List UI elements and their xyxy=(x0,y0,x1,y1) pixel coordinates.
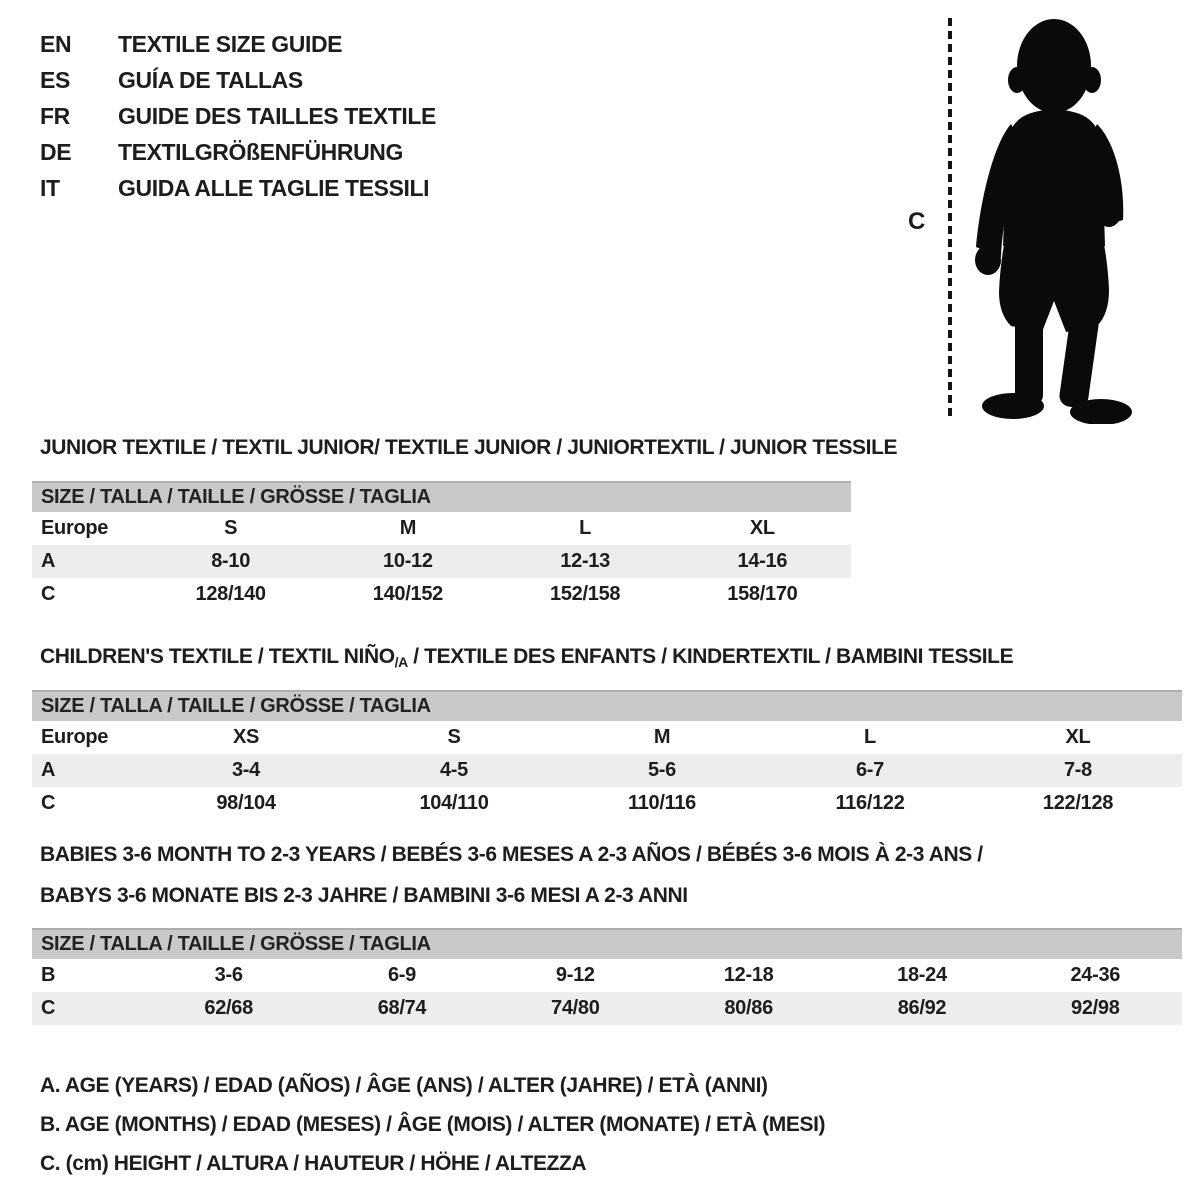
table-row-months xyxy=(32,959,1182,992)
children-title-sub: /A xyxy=(394,654,408,670)
size-cell: L xyxy=(579,517,592,539)
value-cell: 10-12 xyxy=(383,550,433,572)
children-size-table xyxy=(32,690,1182,820)
legend-age-years: A. AGE (YEARS) / EDAD (AÑOS) / ÂGE (ANS) / ALTER (JAHRE) / ETÀ (ANNI) xyxy=(40,1073,768,1097)
row-label: C xyxy=(41,583,56,605)
children-title-prefix: CHILDREN'S TEXTILE / TEXTIL NIÑO xyxy=(40,645,395,668)
row-label: A xyxy=(41,550,56,572)
size-cell: M xyxy=(399,517,417,539)
value-cell: 74/80 xyxy=(551,997,600,1019)
language-row-es xyxy=(40,62,436,98)
height-measure-dashed-line xyxy=(948,18,952,416)
value-cell: 128/140 xyxy=(195,583,266,605)
table-row-europe xyxy=(32,721,1182,754)
language-row-it xyxy=(40,170,436,206)
value-cell: 3-6 xyxy=(214,964,243,986)
language-title: TEXTILE SIZE GUIDE xyxy=(118,30,343,57)
value-cell: 104/110 xyxy=(419,792,489,814)
row-label: A xyxy=(41,759,56,781)
children-section-title xyxy=(40,645,1013,670)
value-cell: 24-36 xyxy=(1070,964,1121,986)
language-title: GUIDE DES TAILLES TEXTILE xyxy=(118,102,436,129)
value-cell: 158/170 xyxy=(727,583,798,605)
value-cell: 6-9 xyxy=(387,964,416,986)
row-label: C xyxy=(41,792,56,814)
size-cell: S xyxy=(224,517,238,539)
value-cell: 8-10 xyxy=(211,550,251,572)
size-cell: L xyxy=(864,726,876,748)
value-cell: 5-6 xyxy=(647,759,676,781)
value-cell: 7-8 xyxy=(1063,759,1092,781)
size-header-band: SIZE / TALLA / TAILLE / GRÖSSE / TAGLIA xyxy=(32,928,1182,959)
language-code: EN xyxy=(40,30,72,57)
table-row-europe xyxy=(32,512,851,545)
value-cell: 110/116 xyxy=(628,792,696,814)
value-cell: 68/74 xyxy=(377,997,427,1019)
language-title: GUIDA ALLE TAGLIE TESSILI xyxy=(118,174,430,201)
value-cell: 4-5 xyxy=(439,759,468,781)
value-cell: 86/92 xyxy=(897,997,947,1019)
value-cell: 18-24 xyxy=(897,964,947,986)
language-code: IT xyxy=(40,174,60,201)
language-row-fr xyxy=(40,98,436,134)
language-title: TEXTILGRÖßENFÜHRUNG xyxy=(118,138,403,165)
value-cell: 14-16 xyxy=(737,550,788,572)
language-code: DE xyxy=(40,138,72,165)
junior-section-title: JUNIOR TEXTILE / TEXTIL JUNIOR/ TEXTILE JUNIOR / JUNIORTEXTIL / JUNIOR TESSILE xyxy=(40,436,898,459)
junior-size-table xyxy=(32,481,851,611)
value-cell: 80/86 xyxy=(724,997,773,1019)
table-row-height xyxy=(32,787,1182,820)
measurement-legend xyxy=(40,1066,825,1183)
language-title: GUÍA DE TALLAS xyxy=(118,66,303,93)
value-cell: 92/98 xyxy=(1071,997,1120,1019)
row-label: C xyxy=(41,997,56,1019)
height-measure-label: C xyxy=(908,208,926,235)
babies-section-title-line2: BABYS 3-6 MONATE BIS 2-3 JAHRE / BAMBINI 3-6 MESI A 2-3 ANNI xyxy=(40,884,688,907)
size-header-band: SIZE / TALLA / TAILLE / GRÖSSE / TAGLIA xyxy=(32,690,1182,721)
value-cell: 6-7 xyxy=(855,759,884,781)
babies-size-table xyxy=(32,928,1182,1025)
value-cell: 9-12 xyxy=(555,964,595,986)
size-cell: XS xyxy=(232,726,260,748)
language-row-en xyxy=(40,26,436,62)
language-title-list xyxy=(40,26,436,206)
row-label: B xyxy=(41,964,56,986)
value-cell: 62/68 xyxy=(204,997,253,1019)
table-row-age xyxy=(32,545,851,578)
language-row-de xyxy=(40,134,436,170)
value-cell: 12-13 xyxy=(560,550,610,572)
table-row-height xyxy=(32,578,851,611)
babies-section-title-line1: BABIES 3-6 MONTH TO 2-3 YEARS / BEBÉS 3-6 MESES A 2-3 AÑOS / BÉBÉS 3-6 MOIS À 2-3 ANS / xyxy=(40,843,983,866)
size-cell: M xyxy=(653,726,671,748)
legend-height-cm: C. (cm) HEIGHT / ALTURA / HAUTEUR / HÖHE / ALTEZZA xyxy=(40,1151,587,1175)
value-cell: 122/128 xyxy=(1042,792,1114,814)
language-code: ES xyxy=(40,66,70,93)
legend-age-months: B. AGE (MONTHS) / EDAD (MESES) / ÂGE (MOIS) / ALTER (MONATE) / ETÀ (MESI) xyxy=(40,1112,826,1136)
row-label: Europe xyxy=(41,726,109,748)
size-cell: XL xyxy=(1065,726,1091,748)
value-cell: 152/158 xyxy=(550,583,621,605)
size-header-band: SIZE / TALLA / TAILLE / GRÖSSE / TAGLIA xyxy=(32,481,851,512)
table-row-age xyxy=(32,754,1182,787)
value-cell: 3-4 xyxy=(231,759,260,781)
value-cell: 116/122 xyxy=(835,792,905,814)
row-label: Europe xyxy=(41,517,109,539)
value-cell: 12-18 xyxy=(723,964,774,986)
table-row-height xyxy=(32,992,1182,1025)
toddler-silhouette-icon xyxy=(963,14,1143,424)
language-code: FR xyxy=(40,102,70,129)
size-cell: S xyxy=(447,726,461,748)
children-title-suffix: / TEXTILE DES ENFANTS / KINDERTEXTIL / BAMBINI TESSILE xyxy=(407,645,1014,668)
size-cell: XL xyxy=(749,517,775,539)
value-cell: 98/104 xyxy=(216,792,276,814)
value-cell: 140/152 xyxy=(372,583,443,605)
